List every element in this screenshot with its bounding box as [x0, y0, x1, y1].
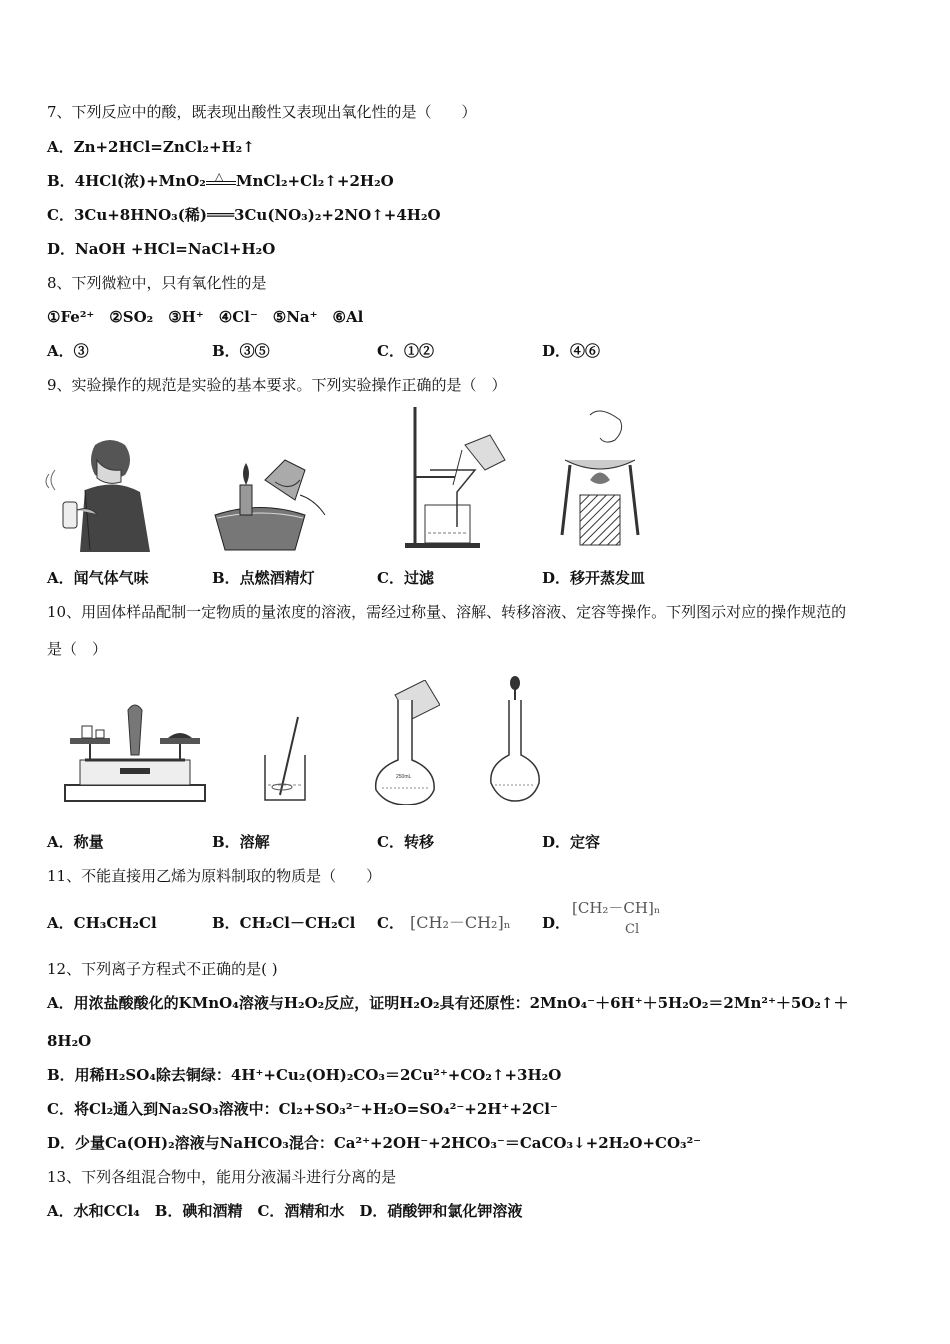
q8-option-c: C．①②	[377, 342, 434, 360]
q12-option-a-line2: 8H₂O	[47, 1032, 92, 1050]
q11-option-c-label: C．	[377, 914, 404, 932]
q12-option-c: C．将Cl₂通入到Na₂SO₃溶液中：Cl₂+SO₃²⁻+H₂O=SO₄²⁻+2H⁺+2Cl⁻	[47, 1100, 558, 1118]
q8-option-a: A．③	[47, 342, 89, 360]
q7-option-d: D．NaOH +HCl=NaCl+H₂O	[47, 240, 276, 258]
smell-gas-figure	[45, 430, 155, 555]
q9-option-d: D．移开蒸发皿	[542, 569, 646, 587]
alcohol-lamp-figure	[205, 440, 335, 555]
filtration-figure	[395, 405, 510, 550]
q8-particles: ①Fe²⁺ ②SO₂ ③H⁺ ④Cl⁻ ⑤Na⁺ ⑥Al	[47, 308, 364, 326]
q9-option-b: B．点燃酒精灯	[212, 569, 315, 587]
q11-option-c-formula: [CH₂－CH₂]ₙ	[410, 913, 511, 932]
q10-option-c: C．转移	[377, 833, 434, 851]
q13-options: A．水和CCl₄ B．碘和酒精 C．酒精和水 D．硝酸钾和氯化钾溶液	[47, 1202, 523, 1220]
q11-option-a: A．CH₃CH₂Cl	[47, 914, 157, 932]
q12-option-a-line1: A．用浓盐酸酸化的KMnO₄溶液与H₂O₂反应，证明H₂O₂具有还原性：2MnO₄⁻＋6H⁺＋5H₂O₂＝2Mn²⁺＋5O₂↑＋	[47, 994, 849, 1012]
heat-condition: △	[214, 170, 224, 183]
q12-option-d: D．少量Ca(OH)₂溶液与NaHCO₃混合：Ca²⁺+2OH⁻+2HCO₃⁻＝CaCO₃↓+2H₂O+CO₃²⁻	[47, 1134, 702, 1152]
q12-stem: 12、下列离子方程式不正确的是( )	[47, 960, 278, 978]
q13-stem: 13、下列各组混合物中，能用分液漏斗进行分离的是	[47, 1168, 397, 1186]
q7-option-c: C．3Cu+8HNO₃(稀)═══3Cu(NO₃)₂+2NO↑+4H₂O	[47, 206, 441, 224]
evaporating-dish-figure	[560, 405, 645, 550]
q7-option-b	[47, 171, 394, 191]
q11-option-b: B．CH₂Cl－CH₂Cl	[212, 914, 356, 932]
q9-stem: 9、实验操作的规范是实验的基本要求。下列实验操作正确的是（ ）	[47, 376, 507, 394]
transfer-figure	[370, 680, 440, 805]
q11-option-d-label: D．	[542, 914, 571, 932]
dissolving-figure	[260, 715, 310, 805]
q7-stem: 7、下列反应中的酸，既表现出酸性又表现出氧化性的是（ ）	[47, 103, 477, 121]
q10-stem-line2: 是（ ）	[47, 640, 108, 658]
q11-option-d-formula: [CH₂－CH]ₙ	[572, 899, 661, 917]
heat-arrow-icon	[206, 170, 236, 188]
q7-option-b-products: MnCl₂+Cl₂↑+2H₂O	[235, 172, 394, 190]
q10-stem-line1: 10、用固体样品配制一定物质的量浓度的溶液，需经过称量、溶解、转移溶液、定容等操作。下列图示对应的操作规范的	[47, 603, 847, 621]
q8-stem: 8、下列微粒中，只有氧化性的是	[47, 274, 267, 292]
q11-stem: 11、不能直接用乙烯为原料制取的物质是（ ）	[47, 867, 382, 885]
q10-option-b: B．溶解	[212, 833, 270, 851]
flask-volume-label: 250mL	[396, 774, 412, 780]
q7-option-b-reactants: B．4HCl(浓)+MnO₂	[47, 172, 206, 190]
q9-option-c: C．过滤	[377, 569, 434, 587]
q10-option-a: A．称量	[47, 833, 104, 851]
q12-option-b: B．用稀H₂SO₄除去铜绿：4H⁺+Cu₂(OH)₂CO₃＝2Cu²⁺+CO₂↑+3H₂O	[47, 1066, 562, 1084]
q8-option-d: D．④⑥	[542, 342, 601, 360]
q8-option-b: B．③⑤	[212, 342, 270, 360]
q7-option-a: A．Zn+2HCl=ZnCl₂+H₂↑	[47, 138, 255, 156]
volume-fixing-figure	[485, 675, 545, 805]
q9-option-a: A．闻气体气味	[47, 569, 149, 587]
q11-option-d-substituent: Cl	[625, 922, 640, 937]
balance-figure	[60, 700, 210, 805]
q10-option-d: D．定容	[542, 833, 601, 851]
